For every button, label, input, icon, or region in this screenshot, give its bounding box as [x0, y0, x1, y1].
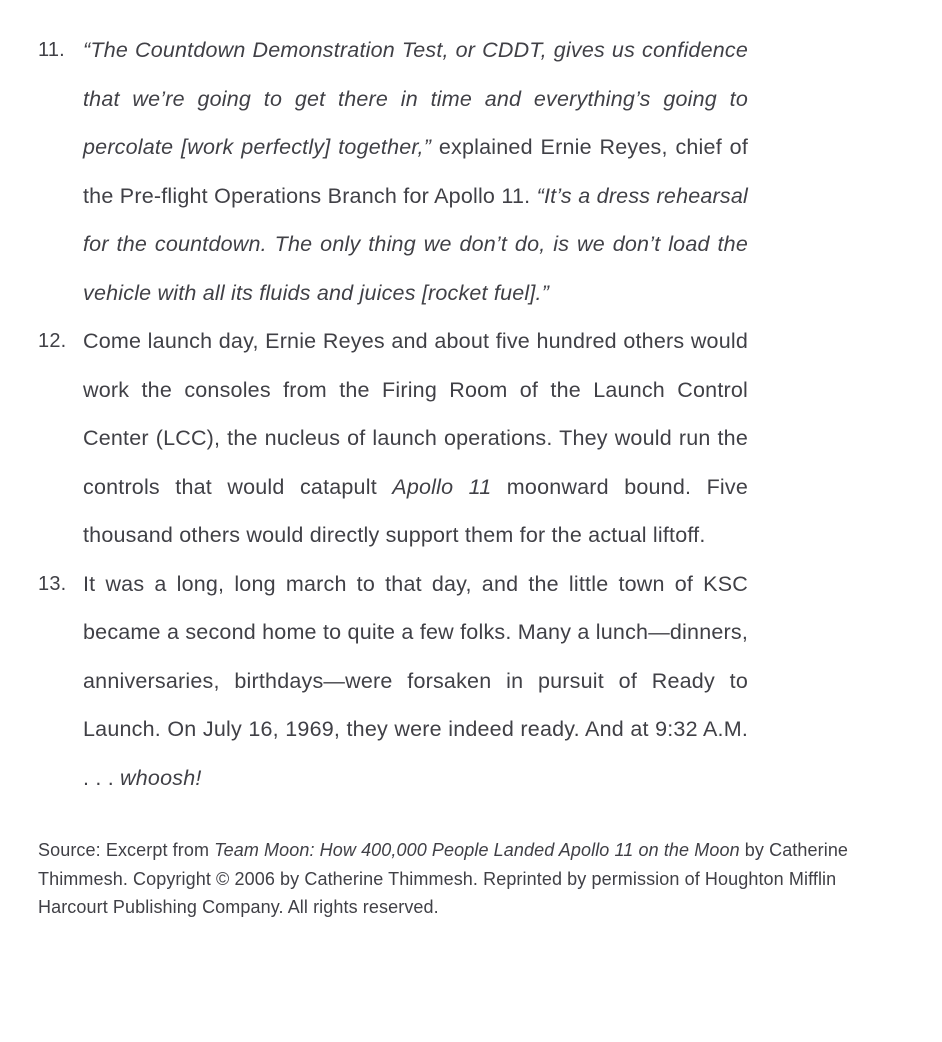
narration-segment: It was a long, long march to that day, and the little town of KSC became a second home to quite a few folks. Many a lunch—dinners, anniversaries, birthdays—were forsaken in pursuit of Ready to Launch. On July 16, 1969, they were indeed ready. And at 9:32 A.M. . . .	[83, 571, 748, 790]
narration-segment: Come launch day, Ernie Reyes and about five hundred others would work the consoles from the Firing Room of the Launch Control Center (LCC), the nucleus of launch operations. They would run the controls that would catapult	[83, 329, 748, 499]
narration-segment: moonward bound. Five thousand others would directly support them for the actual liftoff.	[83, 474, 748, 547]
paragraph-text	[83, 560, 748, 803]
passage	[38, 26, 942, 802]
passage-paragraph-13	[38, 560, 942, 803]
passage-paragraph-12	[38, 317, 942, 560]
quote-segment: “It’s a dress rehearsal for the countdown. The only thing we don’t do, is we don’t load the vehicle with all its fluids and juices [rocket fuel].”	[83, 183, 748, 305]
paragraph-text	[83, 317, 748, 560]
source-segment: by Catherine Thimmesh. Copyright © 2006 by Catherine Thimmesh. Reprinted by permission of Houghton Mifflin Harcourt Publishing Company. All rights reserved.	[38, 840, 849, 917]
source-attribution	[38, 836, 906, 922]
book-title: Team Moon: How 400,000 People Landed Apollo 11 on the Moon	[214, 840, 740, 860]
narration-segment: explained Ernie Reyes, chief of the Pre-flight Operations Branch for Apollo 11.	[83, 135, 748, 208]
passage-paragraph-11	[38, 26, 942, 317]
emphasis-segment: whoosh!	[120, 765, 202, 790]
paragraph-number: 11.	[38, 39, 65, 61]
quote-segment: “The Countdown Demonstration Test, or CDDT, gives us confidence that we’re going to get there in time and everything’s going to percolate [work perfectly] together,”	[83, 38, 748, 159]
title-mention-segment: Apollo 11	[392, 474, 492, 499]
paragraph-number: 13.	[38, 572, 67, 595]
source-segment: Source: Excerpt from	[38, 840, 215, 860]
paragraph-text	[83, 26, 748, 317]
paragraph-number: 12.	[38, 330, 67, 352]
